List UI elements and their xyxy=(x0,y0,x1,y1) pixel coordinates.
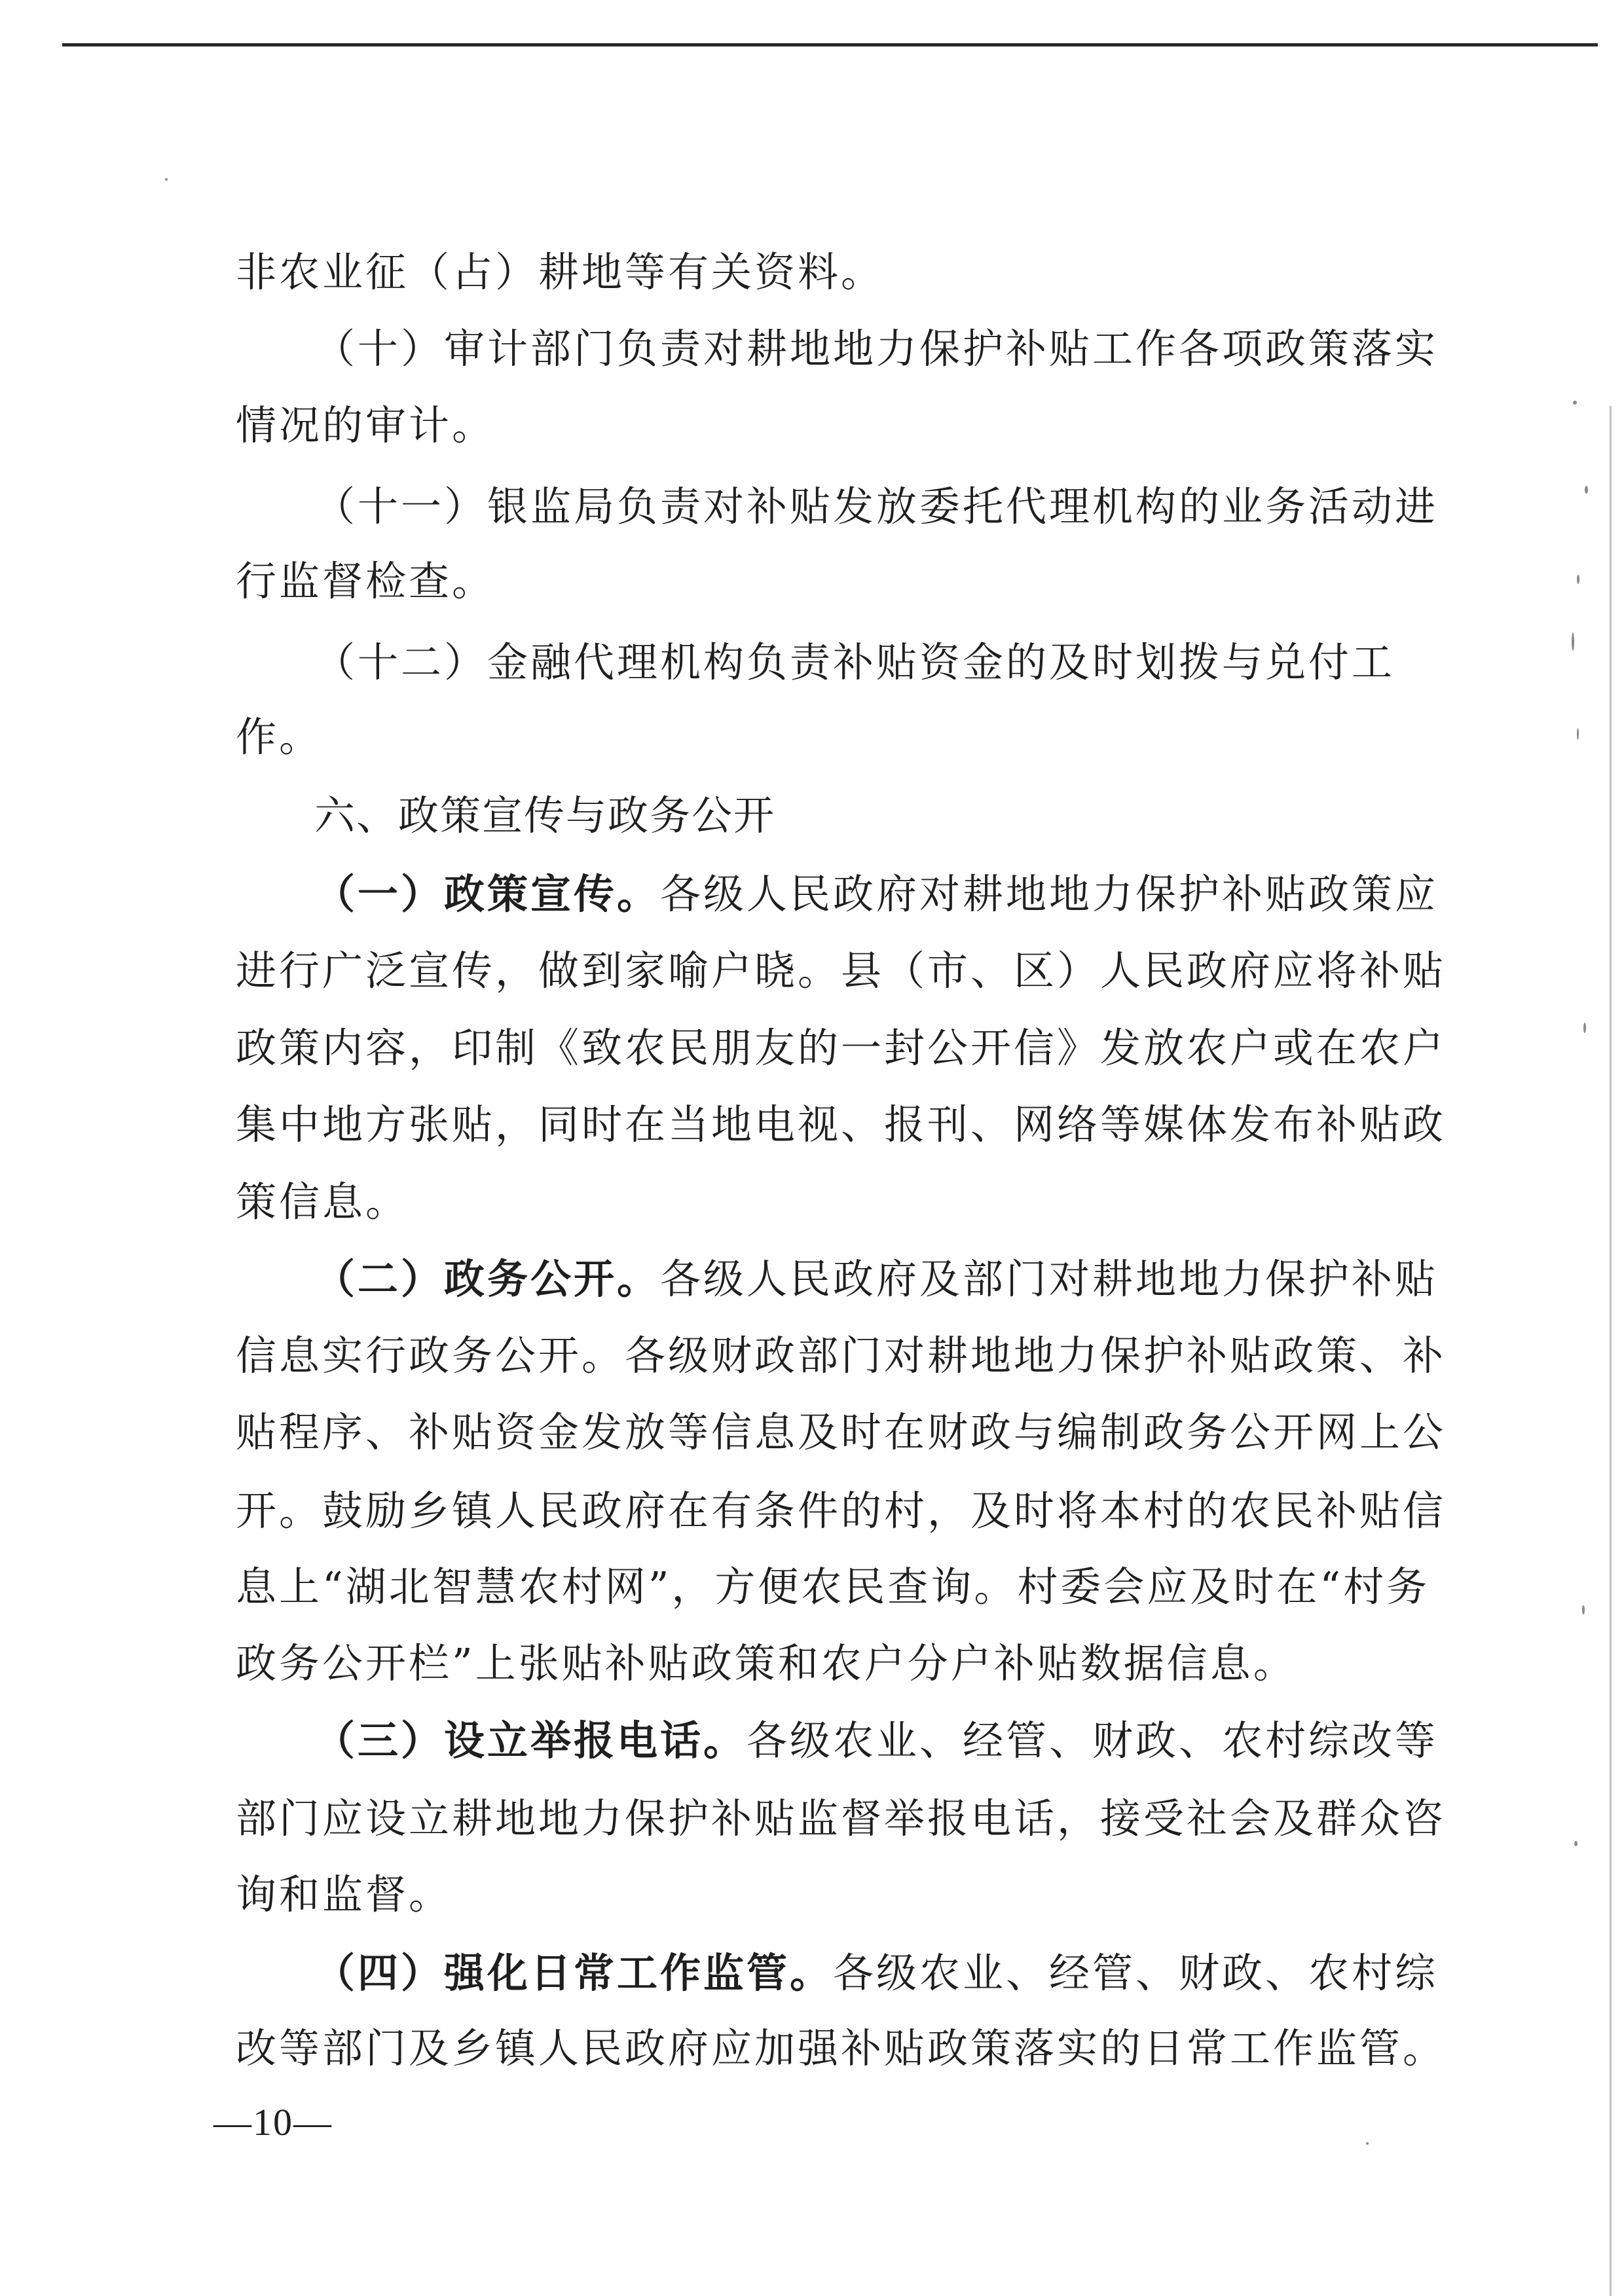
text-line: 政务公开栏”上张贴补贴政策和农户分户补贴数据信息。 xyxy=(236,1639,1297,1687)
scan-speck xyxy=(1583,1023,1586,1033)
scan-speck xyxy=(1585,486,1588,494)
page-number: —10— xyxy=(213,2101,333,2143)
paragraph-text: 各级人民政府对耕地地力保护补贴政策应 xyxy=(660,870,1439,918)
text-line: （十一）银监局负责对补贴发放委托代理机构的业务活动进 xyxy=(314,483,1439,530)
paragraph-first-line xyxy=(314,1717,1439,1764)
text-line: 信息实行政务公开。各级财政部门对耕地地力保护补贴政策、补 xyxy=(236,1332,1447,1379)
paragraph-lead: （四）强化日常工作监管。 xyxy=(314,1949,834,1997)
scan-speck xyxy=(1577,728,1579,740)
paragraph-lead: （二）政务公开。 xyxy=(314,1255,661,1303)
paragraph-first-line xyxy=(314,1949,1439,1997)
text-line: （十）审计部门负责对耕地地力保护补贴工作各项政策落实 xyxy=(314,325,1439,373)
text-line: 部门应设立耕地地力保护补贴监督举报电话，接受社会及群众咨 xyxy=(236,1795,1447,1842)
header-rule xyxy=(62,43,1598,46)
scan-speck xyxy=(1574,1841,1578,1846)
scan-speck xyxy=(1572,632,1574,651)
text-line: 集中地方张贴，同时在当地电视、报刊、网络等媒体发布补贴政 xyxy=(236,1101,1447,1148)
text-line: 息上“湖北智慧农村网”，方便农民查询。村委会应及时在“村务 xyxy=(236,1563,1430,1611)
paragraph-text: 各级人民政府及部门对耕地地力保护补贴 xyxy=(660,1255,1439,1303)
scan-speck xyxy=(1366,2142,1369,2145)
scan-speck xyxy=(1577,575,1579,584)
section-heading: 六、政策宣传与政务公开 xyxy=(314,792,776,839)
paragraph-lead: （三）设立举报电话。 xyxy=(314,1717,747,1764)
text-line: 行监督检查。 xyxy=(236,557,496,605)
scan-edge-shadow xyxy=(1610,406,1612,2296)
scan-speck xyxy=(165,178,168,181)
text-line: 非农业征（占）耕地等有关资料。 xyxy=(236,248,885,296)
text-line: 策信息。 xyxy=(236,1178,409,1226)
paragraph-first-line xyxy=(314,1255,1439,1303)
text-line: 贴程序、补贴资金发放等信息及时在财政与编制政务公开网上公 xyxy=(236,1408,1447,1456)
scan-speck xyxy=(1582,1605,1585,1614)
paragraph-text: 各级农业、经管、财政、农村综 xyxy=(833,1949,1439,1997)
paragraph-text: 各级农业、经管、财政、农村综改等 xyxy=(747,1717,1439,1764)
paragraph-first-line xyxy=(314,870,1439,918)
text-line: 政策内容，印制《致农民朋友的一封公开信》发放农户或在农户 xyxy=(236,1024,1447,1072)
text-line: （十二）金融代理机构负责补贴资金的及时划拨与兑付工 xyxy=(314,638,1395,686)
text-line: 情况的审计。 xyxy=(236,401,496,449)
text-line: 进行广泛宣传，做到家喻户晓。县（市、区）人民政府应将补贴 xyxy=(236,947,1447,994)
text-line: 作。 xyxy=(236,713,323,761)
text-line: 询和监督。 xyxy=(236,1870,452,1918)
text-line: 改等部门及乡镇人民政府应加强补贴政策落实的日常工作监管。 xyxy=(236,2024,1447,2072)
scan-speck xyxy=(1573,401,1577,405)
text-line: 开。鼓励乡镇人民政府在有条件的村，及时将本村的农民补贴信 xyxy=(236,1487,1447,1535)
paragraph-lead: （一）政策宣传。 xyxy=(314,870,661,918)
